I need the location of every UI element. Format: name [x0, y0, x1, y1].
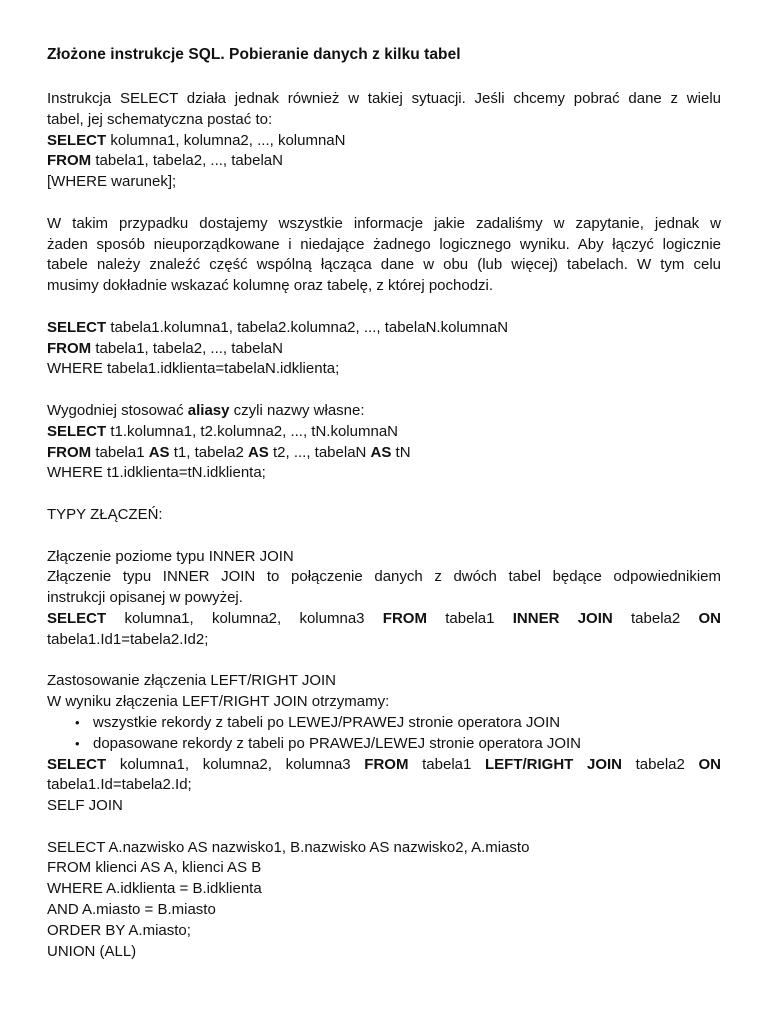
code-text: kolumna3: [299, 609, 365, 627]
code-text: t2, ..., tabelaN: [268, 443, 371, 461]
code-text: tabela1.kolumna1, tabela2.kolumna2, ..., tabelaN.kolumnaN: [106, 318, 509, 336]
text: czyli nazwy własne:: [229, 401, 365, 419]
section-heading: TYPY ZŁĄCZEŃ:: [47, 505, 163, 523]
code-line: [47, 151, 721, 172]
sql-keyword: FROM: [47, 339, 92, 357]
sql-keyword: FROM: [364, 755, 409, 773]
sql-keyword: LEFT/RIGHT JOIN: [485, 755, 622, 773]
paragraph-explanation: [47, 214, 721, 297]
code-line: WHERE A.idklienta = B.idklienta: [47, 880, 262, 898]
sql-keyword: SELECT: [47, 131, 107, 149]
list-item-text: wszystkie rekordy z tabeli po LEWEJ/PRAWEJ stronie operatora JOIN: [93, 713, 561, 731]
sql-keyword: AS: [148, 443, 170, 461]
text-line: żaden sposób nieuporządkowane i niedające żadnego logicznego wyniku. Aby łączyć logicznie: [47, 235, 721, 253]
code-line: [47, 422, 721, 443]
sql-keyword: FROM: [47, 443, 92, 461]
code-line: UNION (ALL): [47, 942, 137, 960]
sql-keyword: AS: [370, 443, 392, 461]
sql-keyword: INNER JOIN: [512, 609, 613, 627]
subheading: SELF JOIN: [47, 797, 123, 815]
emphasis: aliasy: [187, 401, 230, 419]
code-line: WHERE t1.idklienta=tN.idklienta;: [47, 464, 266, 482]
sql-keyword: SELECT: [47, 422, 107, 440]
code-text: kolumna3: [285, 755, 351, 773]
text-line: instrukcji opisanej w powyżej.: [47, 589, 243, 607]
text-line: W wyniku złączenia LEFT/RIGHT JOIN otrzymamy:: [47, 693, 390, 711]
sql-keyword: SELECT: [47, 755, 107, 773]
code-line: WHERE tabela1.idklienta=tabelaN.idklienta;: [47, 360, 340, 378]
document-title: Złożone instrukcje SQL. Pobieranie danych z kilku tabel: [47, 46, 461, 63]
bullet-icon: •: [75, 714, 80, 730]
paragraph-qualified-select: [47, 318, 721, 380]
code-text: tabela2: [635, 755, 685, 773]
text-line: W takim przypadku dostajemy wszystkie informacje jakie zadaliśmy w zapytanie, jednak w: [47, 214, 721, 232]
code-text: tabela1: [91, 443, 149, 461]
subheading: Zastosowanie złączenia LEFT/RIGHT JOIN: [47, 672, 336, 690]
sql-keyword: ON: [698, 609, 721, 627]
text-line: Instrukcja SELECT działa jednak również w takiej sytuacji. Jeśli chcemy pobrać dane z wielu: [47, 90, 721, 107]
sql-keyword: FROM: [47, 152, 92, 170]
sql-keyword: SELECT: [47, 318, 107, 336]
sql-keyword: AS: [247, 443, 269, 461]
text-line: [47, 401, 721, 422]
paragraph-self-join-example: [47, 838, 721, 963]
code-text: tabela1: [445, 609, 495, 627]
code-line: [47, 609, 721, 630]
text-line: tabele należy znaleźć część wspólną łącząca dane w obu (lub więcej) tabelach. W tym celu: [47, 256, 721, 274]
code-line: tabela1.Id=tabela2.Id;: [47, 776, 192, 794]
paragraph-inner-join: [47, 547, 721, 651]
paragraph-join-types-heading: [47, 505, 721, 526]
code-line: SELECT A.nazwisko AS nazwisko1, B.nazwisko AS nazwisko2, A.miasto: [47, 838, 530, 856]
text-line: tabel, jej schematyczna postać to:: [47, 110, 273, 128]
sql-keyword: SELECT: [47, 609, 107, 627]
list-item: [75, 713, 721, 734]
code-text: t1.kolumna1, t2.kolumna2, ..., tN.kolumnaN: [106, 422, 398, 440]
code-text: kolumna1,: [119, 755, 190, 773]
code-line: [47, 339, 721, 360]
code-line: [47, 443, 721, 464]
code-text: kolumna1,: [124, 609, 194, 627]
code-text: kolumna1, kolumna2, ..., kolumnaN: [106, 131, 346, 149]
code-line: AND A.miasto = B.miasto: [47, 901, 216, 919]
code-text: tabela1: [422, 755, 472, 773]
text-line: musimy dokładnie wskazać kolumnę oraz tabelę, z której pochodzi.: [47, 277, 494, 295]
code-text: tabela1, tabela2, ..., tabelaN: [91, 339, 283, 357]
text-line: Złączenie typu INNER JOIN to połączenie danych z dwóch tabel będące odpowiednikiem: [47, 568, 721, 586]
sql-keyword: ON: [698, 755, 722, 773]
code-line: [47, 755, 721, 776]
code-line: FROM klienci AS A, klienci AS B: [47, 859, 262, 877]
code-text: tN: [391, 443, 411, 461]
code-text: kolumna2,: [211, 609, 282, 627]
sql-keyword: FROM: [382, 609, 427, 627]
paragraph-select-intro: [47, 89, 721, 193]
text: Wygodniej stosować: [47, 401, 188, 419]
code-line: ORDER BY A.miasto;: [47, 921, 191, 939]
code-text: tabela2: [631, 609, 681, 627]
paragraph-left-right-join: [47, 671, 721, 817]
code-text: tabela1, tabela2, ..., tabelaN: [91, 152, 283, 170]
code-line: [47, 131, 721, 152]
code-text: t1, tabela2: [169, 443, 248, 461]
list-item: [75, 734, 721, 755]
paragraph-aliases: [47, 401, 721, 484]
code-line: [WHERE warunek];: [47, 173, 177, 191]
code-line: tabela1.Id1=tabela2.Id2;: [47, 630, 209, 648]
list-item-text: dopasowane rekordy z tabeli po PRAWEJ/LEWEJ stronie operatora JOIN: [93, 734, 581, 752]
subheading: Złączenie poziome typu INNER JOIN: [47, 547, 294, 565]
code-text: kolumna2,: [202, 755, 272, 773]
bullet-list: [47, 713, 721, 755]
code-line: [47, 318, 721, 339]
bullet-icon: •: [75, 735, 80, 751]
